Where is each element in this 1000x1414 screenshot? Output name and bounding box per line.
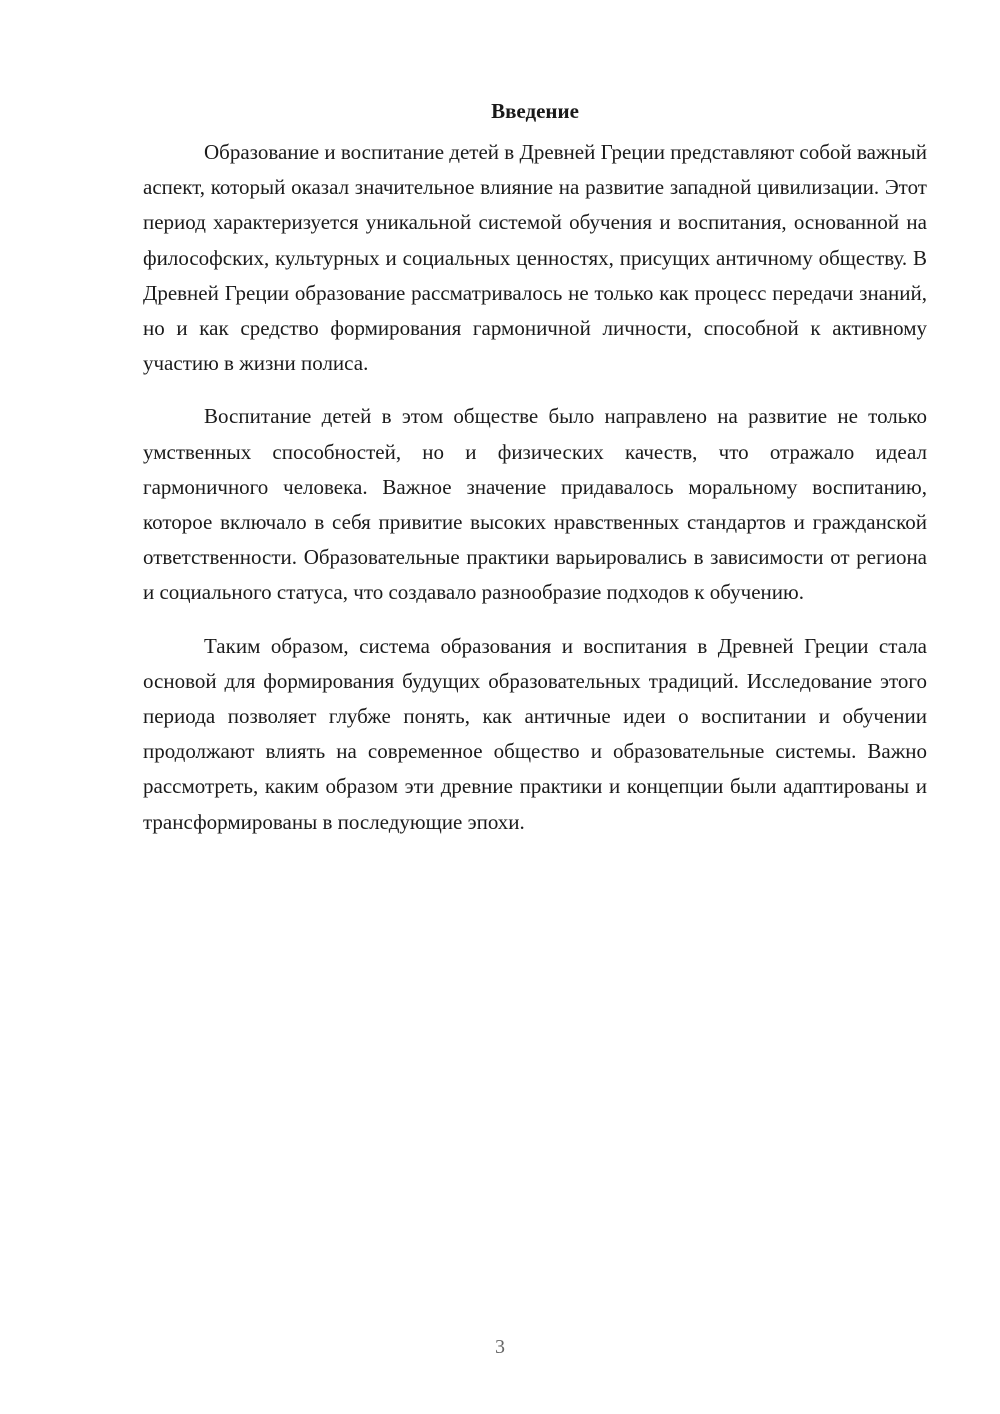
paragraph-3: Таким образом, система образования и воспитания в Древней Греции стала основой для формирования будущих образовательных традиций. Исследование этого периода позволяет глубже понять, как античные идеи о воспитании и обучении продолжают влиять на современное общество и образовательные системы. Важно рассмотреть, каким образом эти древние практики и концепции были адаптированы и трансформированы в последующие эпохи. <box>143 633 927 834</box>
page-number: 3 <box>495 1336 505 1358</box>
paragraph-1: Образование и воспитание детей в Древней Греции представляют собой важный аспект, который оказал значительное влияние на развитие западной цивилизации. Этот период характеризуется уникальной системой обучения и воспитания, основанной на философских, культурных и социальных ценностях, присущих античному обществу. В Древней Греции образование рассматривалось не только как процесс передачи знаний, но и как средство формирования гармоничной личности, способной к активному участию в жизни полиса. <box>143 140 927 376</box>
section-heading: Введение <box>491 99 579 123</box>
paragraph-2: Воспитание детей в этом обществе было направлено на развитие не только умственных способностей, но и физических качеств, что отражало идеал гармоничного человека. Важное значение придавалось моральному воспитанию, которое включало в себя привитие высоких нравственных стандартов и гражданской ответственности. Образовательные практики варьировались в зависимости от региона и социального статуса, что создавало разнообразие подходов к обучению. <box>143 404 927 605</box>
page-content <box>143 98 927 858</box>
